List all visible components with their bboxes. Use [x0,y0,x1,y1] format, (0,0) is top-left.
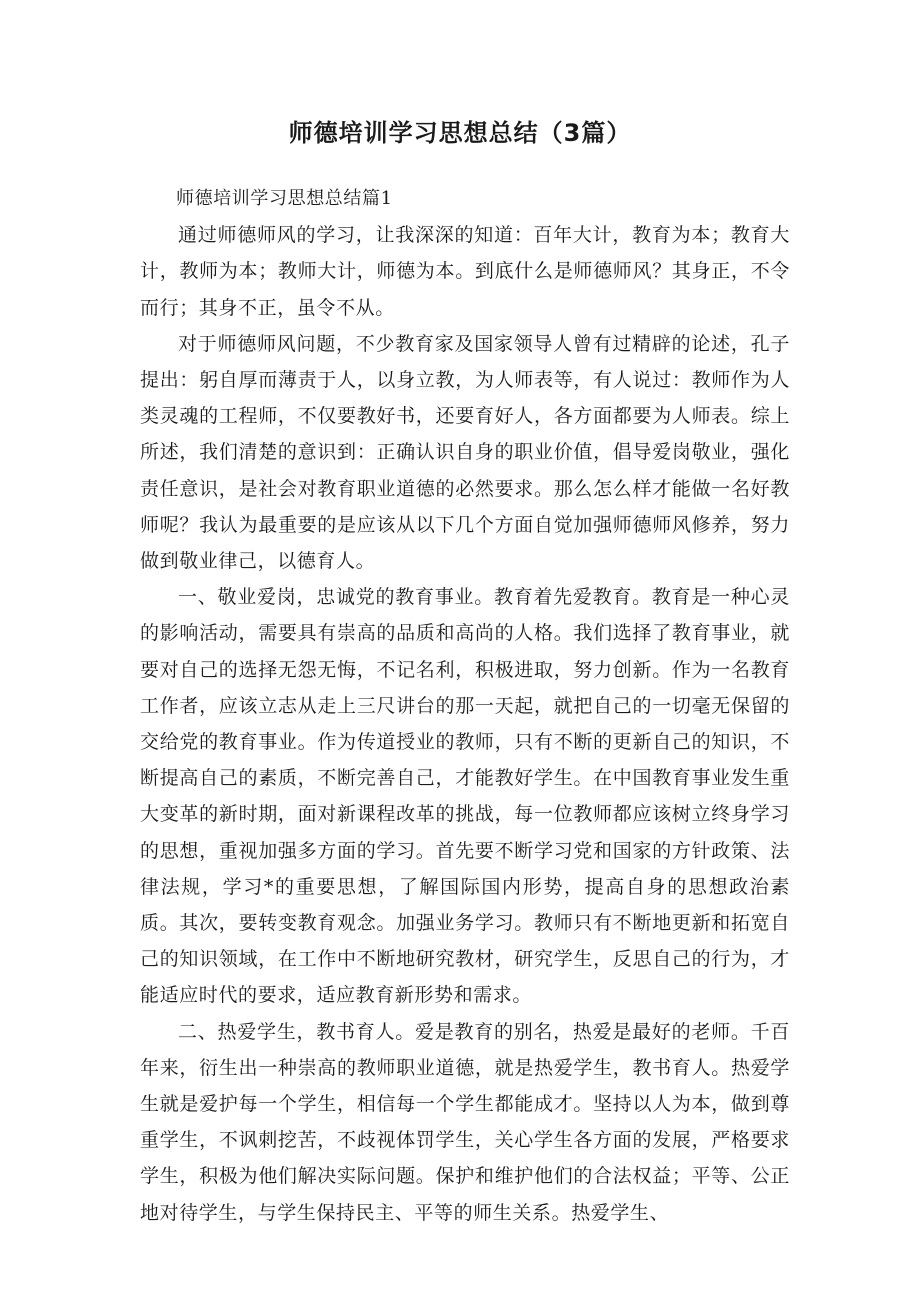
document-body [140,181,790,1231]
paragraph: 通过师德师风的学习，让我深深的知道：百年大计，教育为本；教育大计，教师为本；教师大计，师德为本。到底什么是师德师风？其身正，不令而行；其身不正，虽令不从。 [140,224,790,319]
document-title: 师德培训学习思想总结（3篇） [288,119,632,147]
paragraph: 对于师德师风问题，不少教育家及国家领导人曾有过精辟的论述，孔子提出：躬自厚而薄责于人，以身立教，为人师表等，有人说过：教师作为人类灵魂的工程师，不仅要教好书，还要育好人，各方面都要为人师表。综上所述，我们清楚的意识到：正确认识自身的职业价值，倡导爱岗敬业，强化责任意识，是社会对教育职业道德的必然要求。那么怎么样才能做一名好教师呢？我认为最重要的是应该从以下几个方面自觉加强师德师风修养，努力做到敬业律己，以德育人。 [140,332,790,573]
paragraph: 一、敬业爱岗，忠诚党的教育事业。教育着先爱教育。教育是一种心灵的影响活动，需要具有崇高的品质和高尚的人格。我们选择了教育事业，就要对自己的选择无怨无悔，不记名利，积极进取，努力创新。作为一名教育工作者，应该立志从走上三尺讲台的那一天起，就把自己的一切毫无保留的交给党的教育事业。作为传道授业的教师，只有不断的更新自己的知识，不断提高自己的素质，不断完善自己，才能教好学生。在中国教育事业发生重大变革的新时期，面对新课程改革的挑战，每一位教师都应该树立终身学习的思想，重视加强多方面的学习。首先要不断学习党和国家的方针政策、法律法规，学习*的重要思想，了解国际国内形势，提高自身的思想政治素质。其次，要转变教育观念。加强业务学习。教师只有不断地更新和拓宽自己的知识领域，在工作中不断地研究教材，研究学生，反思自己的行为，才能适应时代的要求，适应教育新形势和需求。 [140,586,790,1007]
section-heading: 师德培训学习思想总结篇1 [176,188,393,209]
paragraph: 二、热爱学生，教书育人。爱是教育的别名，热爱是最好的老师。千百年来，衍生出一种崇高的教师职业道德，就是热爱学生，教书育人。热爱学生就是爱护每一个学生，相信每一个学生都能成才。坚持以人为本，做到尊重学生，不讽刺挖苦，不歧视体罚学生，关心学生各方面的发展，严格要求学生，积极为他们解决实际问题。保护和维护他们的合法权益；平等、公正地对待学生，与学生保持民主、平等的师生关系。热爱学生、 [140,1020,790,1224]
